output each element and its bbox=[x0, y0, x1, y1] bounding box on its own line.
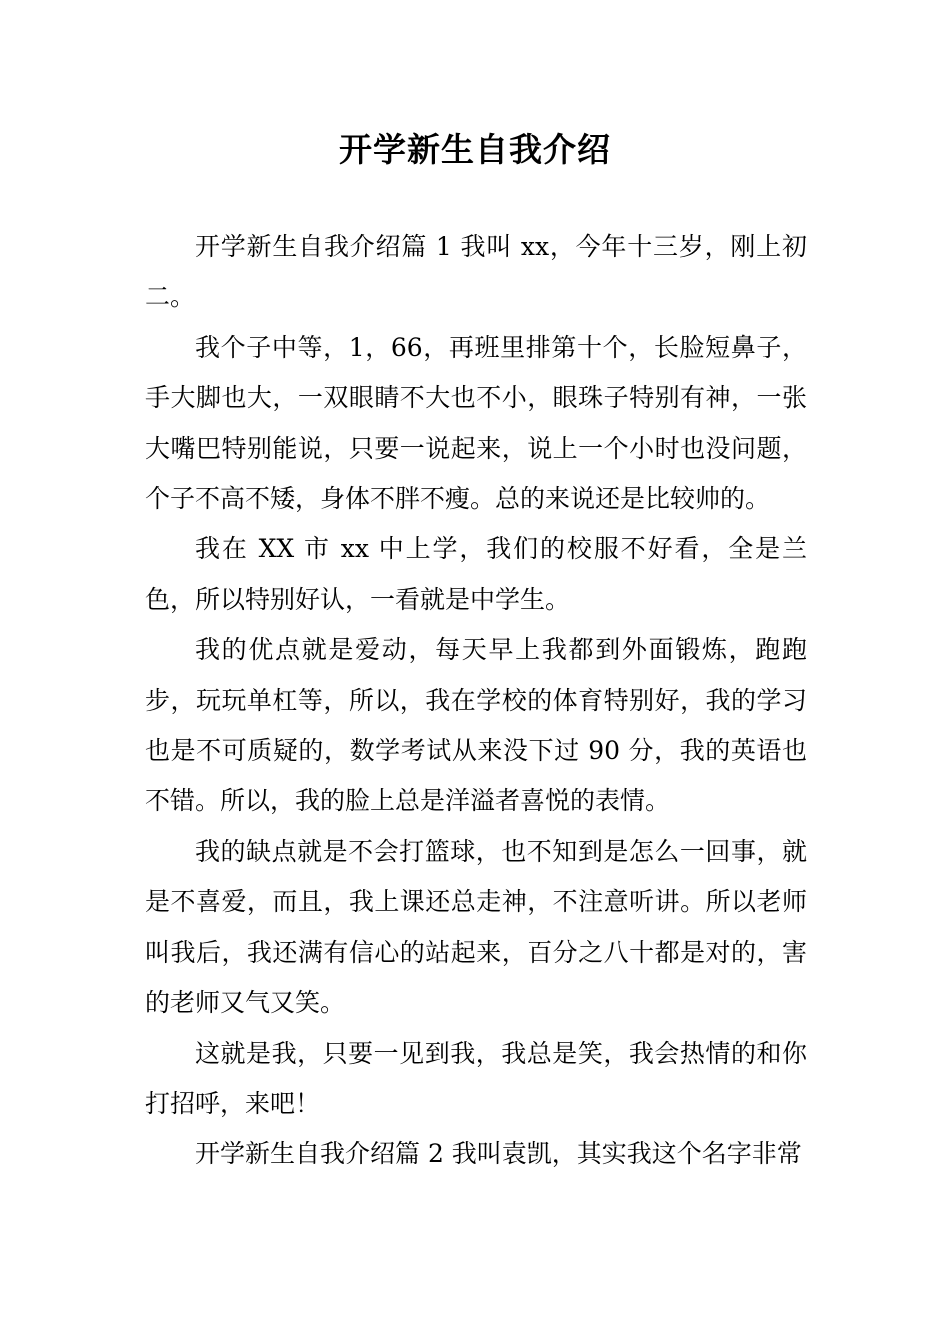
paragraph-strengths: 我的优点就是爱动，每天早上我都到外面锻炼，跑跑步，玩玩单杠等，所以，我在学校的体育特别好，我的学习也是不可质疑的，数学考试从来没下过 90 分，我的英语也不错。所以，我的脸上总是洋溢者喜悦的表情。 bbox=[145, 635, 807, 816]
paragraph-closing: 这就是我，只要一见到我，我总是笑，我会热情的和你打招呼，来吧！ bbox=[145, 1038, 807, 1118]
paragraph-intro-1: 开学新生自我介绍篇 1 我叫 xx，今年十三岁，刚上初二。 bbox=[145, 232, 807, 312]
document-title: 开学新生自我介绍 bbox=[339, 130, 611, 169]
paragraph-appearance: 我个子中等，1，66，再班里排第十个，长脸短鼻子，手大脚也大，一双眼睛不大也不小，眼珠子特别有神，一张大嘴巴特别能说，只要一说起来，说上一个小时也没问题，个子不高不矮，身体不胖不瘦。总的来说还是比较帅的。 bbox=[145, 332, 807, 514]
paragraph-intro-2: 开学新生自我介绍篇 2 我叫袁凯，其实我这个名字非常 bbox=[195, 1139, 802, 1169]
paragraph-school: 我在 XX 市 xx 中上学，我们的校服不好看，全是兰色，所以特别好认，一看就是中学生。 bbox=[145, 534, 807, 614]
paragraph-weaknesses: 我的缺点就是不会打篮球，也不知到是怎么一回事，就是不喜爱，而且，我上课还总走神，不注意听讲。所以老师叫我后，我还满有信心的站起来，百分之八十都是对的，害的老师又气又笑。 bbox=[145, 836, 807, 1018]
document-body bbox=[145, 222, 807, 1180]
